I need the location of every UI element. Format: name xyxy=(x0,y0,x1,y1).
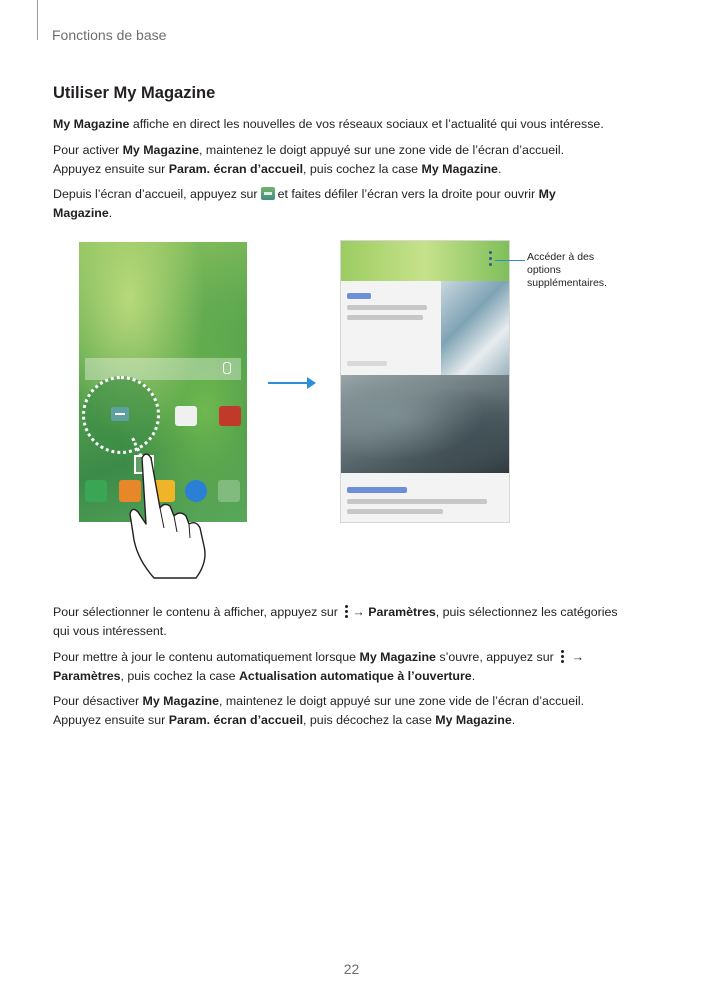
text: Pour sélectionner le contenu à afficher, appuyez sur xyxy=(53,605,342,619)
arrow: → xyxy=(571,650,584,664)
section-title: Utiliser My Magazine xyxy=(53,84,216,102)
paragraph-intro xyxy=(53,115,653,134)
more-options-icon[interactable] xyxy=(489,251,493,267)
more-options-icon xyxy=(559,649,566,664)
bold-term: My Magazine xyxy=(142,694,219,708)
paragraph-activate xyxy=(53,141,653,179)
text: . xyxy=(511,713,516,727)
paragraph-auto-refresh xyxy=(53,648,653,686)
article-meta xyxy=(347,361,387,366)
bold-term: Param. écran d’accueil xyxy=(168,162,304,176)
bold-term: Magazine xyxy=(53,206,109,220)
header-rule xyxy=(37,0,38,40)
magazine-header xyxy=(341,241,509,281)
article-text xyxy=(347,305,427,310)
bold-term: Param. écran d’accueil xyxy=(168,713,304,727)
callout-line xyxy=(495,260,525,261)
text: Depuis l’écran d’accueil, appuyez sur xyxy=(53,187,258,201)
bold-term: Paramètres xyxy=(368,605,436,619)
text: , puis sélectionnez les catégories xyxy=(435,605,618,619)
article-text xyxy=(347,315,423,320)
page-number: 22 xyxy=(343,961,360,977)
apps-icon-bar xyxy=(115,413,125,415)
text: et faites défiler l’écran vers la droite pour ouvrir xyxy=(277,187,539,201)
paragraph-open xyxy=(53,185,653,223)
phone-icon xyxy=(85,480,107,502)
my-magazine-illustration xyxy=(340,240,510,523)
article-photo xyxy=(341,375,509,473)
search-bar xyxy=(85,358,241,380)
section-label: Fonctions de base xyxy=(52,27,167,43)
bold-term: My Magazine xyxy=(359,650,436,664)
transition-arrow xyxy=(268,382,314,384)
article-text xyxy=(347,509,443,514)
text: , puis cochez la case xyxy=(120,669,239,683)
paragraph-select-content xyxy=(53,603,653,641)
bold-term: My Magazine xyxy=(53,117,130,131)
arrow: → xyxy=(352,605,365,619)
text: Pour désactiver xyxy=(53,694,143,708)
finger-hand-icon xyxy=(124,450,214,580)
article-tag xyxy=(347,487,407,493)
paragraph-deactivate xyxy=(53,692,653,730)
text: qui vous intéressent. xyxy=(53,624,167,638)
text: Appuyez ensuite sur xyxy=(53,162,169,176)
bold-term: Paramètres xyxy=(53,669,121,683)
article-text xyxy=(347,499,487,504)
play-store-icon xyxy=(175,406,197,426)
bold-term: My xyxy=(538,187,556,201)
apps-icon xyxy=(261,187,275,200)
text: s’ouvre, appuyez sur xyxy=(435,650,558,664)
mic-icon xyxy=(223,362,231,374)
text: Pour mettre à jour le contenu automatiquement lorsque xyxy=(53,650,360,664)
text: Appuyez ensuite sur xyxy=(53,713,169,727)
bold-term: My Magazine xyxy=(122,143,199,157)
text: , puis cochez la case xyxy=(303,162,422,176)
bold-term: My Magazine xyxy=(435,713,512,727)
text: Pour activer xyxy=(53,143,123,157)
text: . xyxy=(471,669,476,683)
bold-term: My Magazine xyxy=(421,162,498,176)
callout-label: Accéder à des options supplémentaires. xyxy=(527,251,607,289)
article-tag xyxy=(347,293,371,299)
bold-term: Actualisation automatique à l’ouverture xyxy=(238,669,472,683)
text: . xyxy=(108,206,113,220)
more-options-icon xyxy=(343,604,350,619)
text: affiche en direct les nouvelles de vos réseaux sociaux et l’actualité qui vous intéresse. xyxy=(129,117,604,131)
text: . xyxy=(497,162,502,176)
text: , puis décochez la case xyxy=(303,713,436,727)
app-folder-icon xyxy=(219,406,241,426)
text: , maintenez le doigt appuyé sur une zone vide de l’écran d’accueil. xyxy=(218,694,585,708)
apps-grid-icon xyxy=(218,480,240,502)
article-photo xyxy=(441,281,509,375)
text: , maintenez le doigt appuyé sur une zone vide de l’écran d’accueil. xyxy=(199,143,565,157)
